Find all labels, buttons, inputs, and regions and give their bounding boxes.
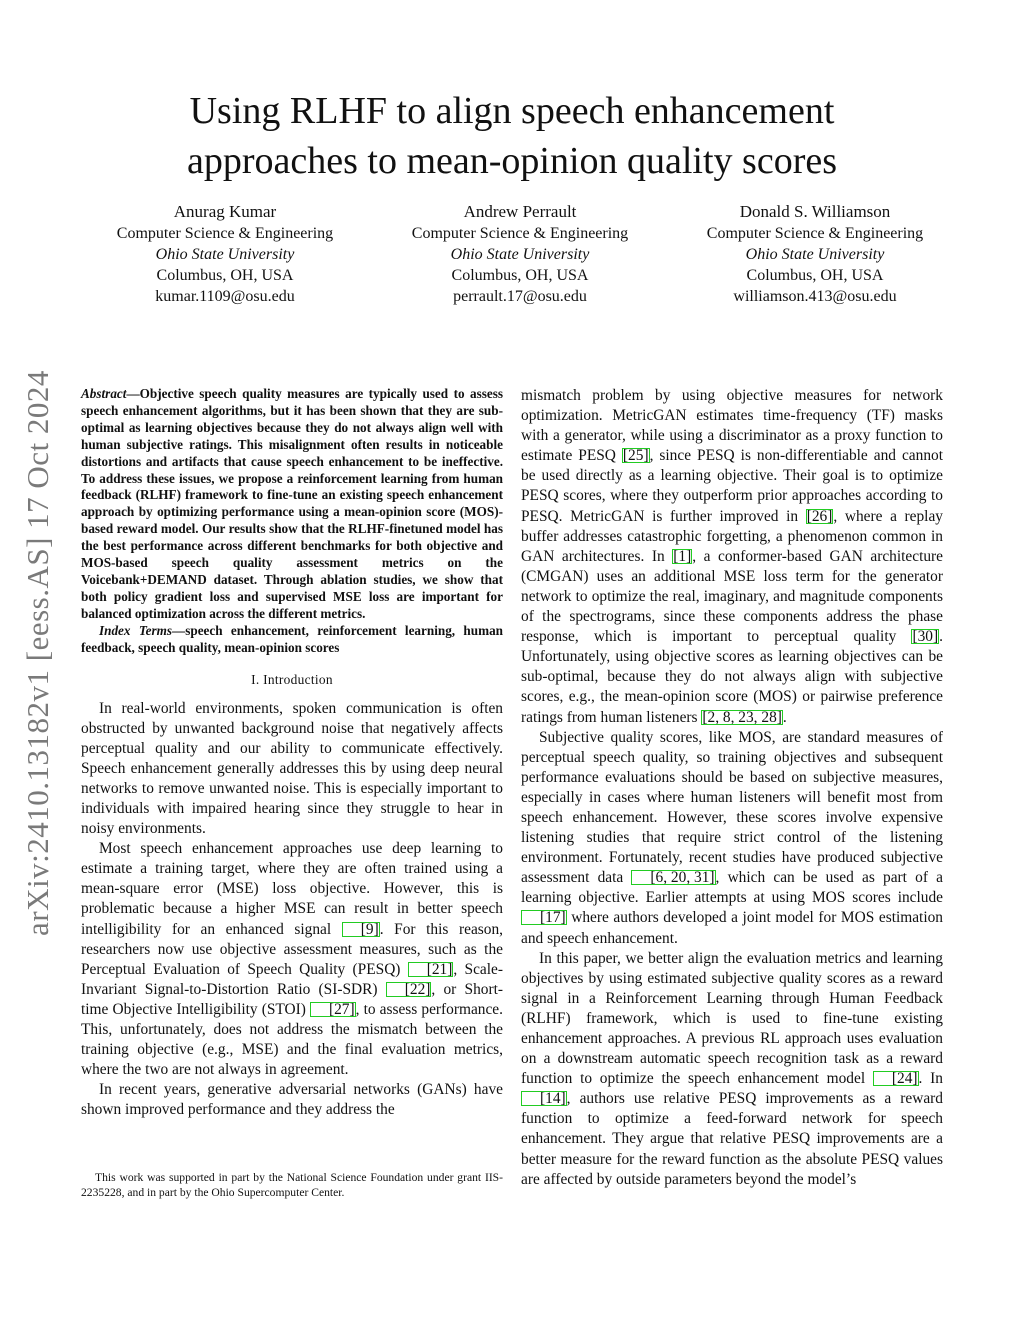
arxiv-sidebar-identifier [8, 348, 68, 958]
section-heading-introduction: I. Introduction [251, 671, 333, 687]
left-column [81, 386, 503, 1120]
author-email: williamson.413@osu.edu [733, 288, 897, 305]
citation-link[interactable]: [2, 8, 23, 28] [702, 708, 782, 726]
right-paragraph-3: In this paper, we better align the evaluation metrics and learning objectives by using estimated subjective quality scores as a reward signal in a Reinforcement Learning through Human Feedback (RLHF) framework, which is used to fine-tune existing enhancement approaches. A previous RL approach uses evaluation on a downstream automatic speech recognition task as a reward function to optimize the speech enhancement model [24]. In [14], authors use relative PESQ improvements as a reward function to optimize a feed-forward network for speech enhancement. They argue that relative PESQ improvements are a better measure for the reward function as the absolute PESQ values are affected by outside parameters beyond the model’s [521, 949, 943, 1188]
title-line-2: approaches to mean-opinion quality scores [186, 140, 838, 182]
arxiv-id-text: arXiv:2410.13182v1 [eess.AS] 17 Oct 2024 [20, 370, 56, 936]
author-block [90, 201, 950, 307]
author-name: Andrew Perrault [463, 202, 577, 221]
citation-link[interactable]: [25] [622, 447, 649, 465]
index-terms-label: Index Terms [99, 622, 173, 638]
author-dept: Computer Science & Engineering [411, 225, 629, 242]
intro-paragraph-2: Most speech enhancement approaches use deep learning to estimate a training target, where they are often trained using a mean-square error (MSE) loss objective. However, this is problematic because a higher MSE can result in better speech intelligibility for an enhanced signal [9]. For this reason, researchers now use objective assessment measures, such as the Perceptual Evaluation of Speech Quality (PESQ) [21], Scale-Invariant Signal-to-Distortion Ratio (SI-SDR) [22], or Short-time Objective Intelligibility (STOI) [27], to assess performance. This, unfortunately, does not address the mismatch between the training objective (e.g., MSE) and the final evaluation metrics, where the two are not always in agreement. [81, 840, 503, 1079]
abstract [81, 386, 503, 623]
citation-link[interactable]: [14] [521, 1091, 567, 1106]
paper-title [0, 86, 1024, 186]
index-terms-text: —speech enhancement, reinforcement learning, human feedback, speech quality, mean-opinion scores [81, 622, 503, 655]
author-dept: Computer Science & Engineering [116, 225, 334, 242]
author-name: Donald S. Williamson [739, 202, 891, 221]
footnote-funding: This work was supported in part by the National Science Foundation under grant IIS-2235228, and in part by the Ohio Supercomputer Center. [81, 1171, 503, 1199]
author-univ: Ohio State University [745, 246, 885, 263]
citation-link[interactable]: [24] [873, 1071, 919, 1086]
right-column [521, 386, 943, 1190]
intro-paragraph-3: In recent years, generative adversarial networks (GANs) have shown improved performance and they address the [81, 1081, 503, 1119]
abstract-text: —Objective speech quality measures are typically used to assess speech enhancement algorithms, but it has been shown that they are sub-optimal as learning objectives because they do not always align well with human subjective ratings. This misalignment often results in noticeable distortions and artifacts that cause speech enhancement to be ineffective. To address these issues, we propose a reinforcement learning from human feedback (RLHF) framework to fine-tune an existing speech enhancement approach by optimizing performance using a mean-opinion score (MOS)-based reward model. Our results show that the RLHF-finetuned model has the best performance across different benchmarks for both objective and MOS-based speech quality assessment metrics on the Voicebank+DEMAND dataset. Through ablation studies, we show that both policy gradient loss and supervised MSE loss are important for balanced optimization across the different metrics. [81, 386, 503, 621]
citation-link[interactable]: [22] [386, 982, 432, 997]
intro-paragraph-1: In real-world environments, spoken communication is often obstructed by unwanted background noise that negatively affects perceptual quality and our ability to communicate effectively. Speech enhancement generally addresses this by using deep neural networks to remove unwanted noise. This is especially important to individuals with impaired hearing since they struggle to hear in noisy environments. [81, 699, 503, 838]
author-location: Columbus, OH, USA [746, 267, 884, 284]
author-2 [385, 201, 655, 307]
author-univ: Ohio State University [450, 246, 590, 263]
title-line-1: Using RLHF to align speech enhancement [189, 90, 835, 132]
author-1 [90, 201, 360, 307]
citation-link[interactable]: [6, 20, 31] [631, 870, 715, 885]
right-paragraph-1: mismatch problem by using objective measures for network optimization. MetricGAN estimates time-frequency (TF) masks with a generator, while using a discriminator as a proxy function to estimate PESQ [25], since PESQ is non-differentiable and cannot be used directly as a learning objective. Their goal is to optimize PESQ scores, where they outperform prior approaches according to PESQ. MetricGAN is further improved in [26], where a replay buffer addresses catastrophic forgetting, a phenomenon common in GAN architectures. In [1], a conformer-based GAN architecture (CMGAN) uses an additional MSE loss term for the generator network to optimize the real, imaginary, and magnitude components of the spectrograms, since these components address the phase response, which is important to perceptual quality [30]. Unfortunately, using objective scores as learning objectives can be sub-optimal, because they do not always align with subjective scores, e.g., the mean-opinion score (MOS) or pairwise preference ratings from human listeners [2, 8, 23, 28]. [521, 387, 943, 726]
citation-link[interactable]: [9] [342, 922, 380, 937]
author-univ: Ohio State University [155, 246, 295, 263]
citation-link[interactable]: [21] [408, 962, 454, 977]
citation-link[interactable]: [30] [912, 628, 939, 646]
author-location: Columbus, OH, USA [451, 267, 589, 284]
citation-link[interactable]: [27] [310, 1002, 356, 1017]
author-dept: Computer Science & Engineering [706, 225, 924, 242]
author-email: perrault.17@osu.edu [453, 288, 587, 305]
citation-link[interactable]: [26] [806, 507, 833, 525]
right-paragraph-2: Subjective quality scores, like MOS, are standard measures of perceptual speech quality, so training objectives and subsequent performance evaluations should be based on subjective measures, especially in cases where human listeners will benefit most from speech enhancement. However, these scores involve expensive listening studies that require strict control of the listening environment. Fortunately, recent studies have produced subjective assessment data [6, 20, 31], which can be used as part of a learning objective. Earlier attempts at using MOS scores include [17] where authors developed a joint model for MOS estimation and speech enhancement. [521, 728, 943, 947]
index-terms [81, 623, 503, 657]
author-3 [680, 201, 950, 307]
author-email: kumar.1109@osu.edu [155, 288, 295, 305]
author-name: Anurag Kumar [173, 202, 277, 221]
citation-link[interactable]: [1] [673, 547, 692, 565]
citation-link[interactable]: [17] [521, 910, 567, 925]
abstract-label: Abstract [81, 386, 127, 401]
author-location: Columbus, OH, USA [156, 267, 294, 284]
